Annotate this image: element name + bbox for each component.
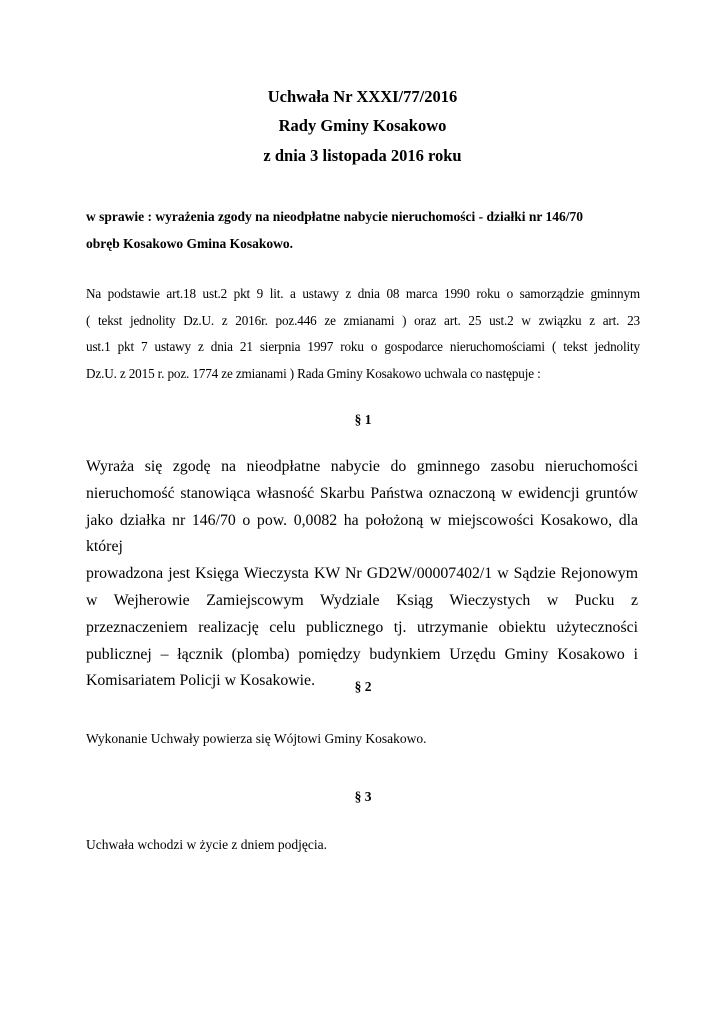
section-1-line: jako działka nr 146/70 o pow. 0,0082 ha położoną w miejscowości Kosakowo, dla której [86, 511, 638, 556]
subject-line: obręb Kosakowo Gmina Kosakowo. [86, 236, 294, 251]
legal-basis-line: ( tekst jednolity Dz.U. z 2016r. poz.446 ze zmianami ) oraz art. 25 ust.2 w związku z art. 23 [86, 312, 640, 328]
council-name: Rady Gminy Kosakowo [278, 116, 447, 135]
section-1-line: Komisariatem Policji w Kosakowie. [86, 672, 316, 690]
section-1-body [86, 454, 638, 695]
section-3-heading: § 3 [354, 789, 372, 804]
legal-basis-line: Dz.U. z 2015 r. poz. 1774 ze zmianami ) Rada Gminy Kosakowo uchwala co następuje : [86, 365, 541, 381]
section-1-line: Wyraża się zgodę na nieodpłatne nabycie do gminnego zasobu nieruchomości [86, 458, 638, 475]
section-1-line: nieruchomość stanowiąca własność Skarbu Państwa oznaczoną w ewidencji gruntów [86, 484, 638, 502]
legal-basis [86, 281, 640, 387]
section-1-line: publicznej – łącznik (plomba) pomiędzy budynkiem Urzędu Gminy Kosakowo i [86, 645, 638, 663]
section-1-line: prowadzona jest Księga Wieczysta KW Nr GD2W/00007402/1 w Sądzie Rejonowym [86, 565, 638, 583]
section-1-line: w Wejherowie Zamiejscowym Wydziale Ksiąg Wieczystych w Pucku z [86, 591, 638, 609]
legal-basis-line: Na podstawie art.18 ust.2 pkt 9 lit. a ustawy z dnia 08 marca 1990 roku o samorządzie gminnym [86, 286, 640, 301]
section-3-text: Uchwała wchodzi w życie z dniem podjęcia. [86, 837, 328, 852]
section-2-text: Wykonanie Uchwały powierza się Wójtowi Gminy Kosakowo. [86, 731, 427, 746]
section-1-heading: § 1 [354, 412, 372, 427]
resolution-date: z dnia 3 listopada 2016 roku [263, 146, 462, 165]
resolution-subject [86, 203, 646, 257]
section-2-heading: § 2 [354, 679, 372, 694]
legal-basis-line: ust.1 pkt 7 ustawy z dnia 21 sierpnia 1997 roku o gospodarce nieruchomościami ( tekst jednolity [86, 339, 640, 354]
resolution-number: Uchwała Nr XXXI/77/2016 [267, 87, 458, 106]
subject-line: w sprawie : wyrażenia zgody na nieodpłatne nabycie nieruchomości - działki nr 146/70 [86, 209, 584, 224]
section-1-line: przeznaczeniem realizację celu publicznego tj. utrzymanie obiektu użyteczności [86, 618, 638, 636]
